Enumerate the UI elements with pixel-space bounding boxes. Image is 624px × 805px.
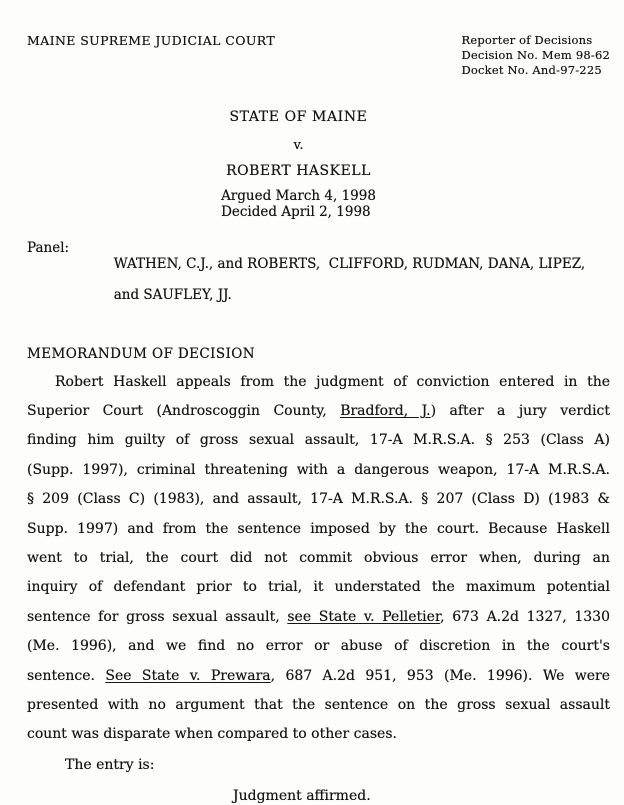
paragraph-line xyxy=(27,544,610,573)
panel-justices xyxy=(88,241,585,319)
docket-number: Docket No. And-97-225 xyxy=(461,63,602,77)
text-segment: count was disparate when compared to other cases. xyxy=(27,726,397,743)
plaintiff-name: STATE OF MAINE xyxy=(229,109,368,125)
text-segment: , 687 A.2d 951, 953 (Me. 1996). We were xyxy=(270,667,611,684)
panel-justices-line1: WATHEN, C.J., and ROBERTS, CLIFFORD, RUDMAN, DANA, LIPEZ, xyxy=(113,255,586,272)
underlined-citation: Bradford, J. xyxy=(340,402,431,419)
document-header xyxy=(27,33,610,78)
decided-date: Decided April 2, 1998 xyxy=(221,203,371,220)
paragraph-line xyxy=(27,515,610,544)
court-name: MAINE SUPREME JUDICIAL COURT xyxy=(27,33,276,48)
entry-line: The entry is: xyxy=(65,756,155,773)
paragraph-line xyxy=(27,426,610,455)
text-segment: , 673 A.2d 1327, 1330 xyxy=(440,608,611,625)
text-segment: (Supp. 1997), criminal threatening with a dangerous weapon, 17-A M.R.S.A. xyxy=(27,461,610,478)
text-segment: sentence for gross sexual assault, xyxy=(27,608,288,625)
text-segment: inquiry of defendant prior to trial, it understated the maximum potential xyxy=(27,579,610,596)
underlined-citation: see State v. Pelletier xyxy=(287,608,441,625)
paragraph-line xyxy=(27,720,610,749)
text-segment: Supp. 1997) and from the sentence imposed by the court. Because Haskell xyxy=(27,520,610,537)
text-segment: (Me. 1996), and we find no error or abuse of discretion in the court's xyxy=(27,638,610,655)
text-segment: sentence. xyxy=(27,667,106,684)
paragraph-line xyxy=(27,485,610,514)
header-right-block xyxy=(462,33,611,78)
paragraph-line xyxy=(27,603,610,632)
text-segment: § 209 (Class C) (1983), and assault, 17-A M.R.S.A. § 207 (Class D) (1983 & xyxy=(27,491,610,508)
argued-date: Argued March 4, 1998 xyxy=(221,188,376,204)
paragraph-line xyxy=(27,397,610,426)
case-dates xyxy=(221,189,376,220)
text-segment: ) after a jury verdict xyxy=(430,402,611,419)
panel-section xyxy=(27,241,610,319)
reporter-line: Reporter of Decisions xyxy=(461,33,593,47)
text-segment: went to trial, the court did not commit obvious error when, during an xyxy=(27,549,610,566)
versus-label: v. xyxy=(293,138,304,153)
paragraph-line xyxy=(27,456,610,485)
memorandum-heading: MEMORANDUM OF DECISION xyxy=(27,345,255,362)
underlined-citation: See State v. Prewara xyxy=(105,667,271,684)
text-segment: presented with no argument that the sentence on the gross sexual assault xyxy=(27,696,610,713)
panel-label: Panel: xyxy=(27,240,70,256)
paragraph-line xyxy=(27,368,610,397)
case-caption xyxy=(27,109,570,220)
paragraph-line xyxy=(27,691,610,720)
opinion-paragraph xyxy=(27,368,610,750)
defendant-name: ROBERT HASKELL xyxy=(226,163,371,179)
text-segment: Robert Haskell appeals from the judgment of conviction entered in the xyxy=(55,373,610,390)
paragraph-line xyxy=(27,632,610,661)
paragraph-line xyxy=(27,573,610,602)
judgment-line: Judgment affirmed. xyxy=(233,787,371,804)
text-segment: Superior Court (Androscoggin County, xyxy=(27,402,341,419)
panel-justices-line2: and SAUFLEY, JJ. xyxy=(113,286,232,303)
text-segment: finding him guilty of gross sexual assault, 17-A M.R.S.A. § 253 (Class A) xyxy=(27,432,610,449)
paragraph-line xyxy=(27,662,610,691)
decision-number: Decision No. Mem 98-62 xyxy=(461,48,610,62)
